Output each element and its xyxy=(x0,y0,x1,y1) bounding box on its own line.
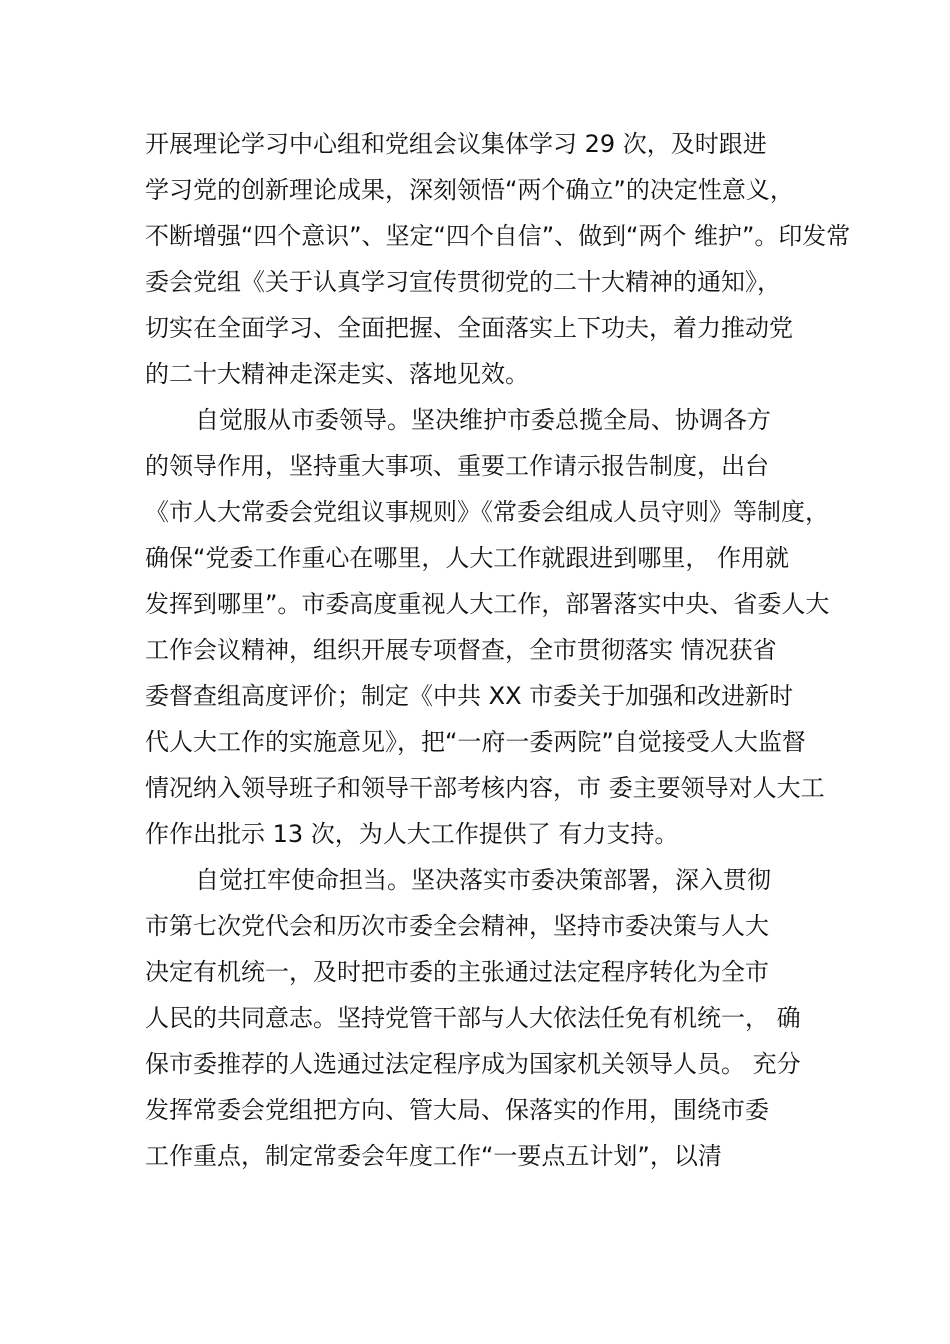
text-line: 发挥常委会党组把方向、管大局、保落实的作用，围绕市委 xyxy=(145,1096,769,1124)
text-line: 委督查组高度评价；制定《中共 XX 市委关于加强和改进新时 xyxy=(145,682,794,710)
text-line: 不断增强“四个意识”、坚定“四个自信”、做到“两个 维护”。印发常 xyxy=(145,222,851,250)
text-line: 开展理论学习中心组和党组会议集体学习 29 次，及时跟进 xyxy=(145,130,767,158)
text-line: 工作重点，制定常委会年度工作“一要点五计划”，以清 xyxy=(145,1142,722,1170)
text-line: 作作出批示 13 次，为人大工作提供了 有力支持。 xyxy=(145,820,679,848)
text-line: 决定有机统一，及时把市委的主张通过法定程序转化为全市 xyxy=(145,958,769,986)
text-line: 工作会议精神，组织开展专项督查，全市贯彻落实 情况获省 xyxy=(145,636,777,664)
text-line: 的二十大精神走深走实、落地见效。 xyxy=(145,360,529,388)
text-line: 确保“党委工作重心在哪里，人大工作就跟进到哪里， 作用就 xyxy=(145,544,790,572)
text-line: 委会党组《关于认真学习宣传贯彻党的二十大精神的通知》， xyxy=(145,268,781,296)
text-line: 人民的共同意志。坚持党管干部与人大依法任免有机统一， 确 xyxy=(145,1004,801,1032)
text-line: 情况纳入领导班子和领导干部考核内容，市 委主要领导对人大工 xyxy=(145,774,825,802)
paragraph-first-line: 自觉扛牢使命担当。坚决落实市委决策部署，深入贯彻 xyxy=(195,866,771,894)
text-line: 代人大工作的实施意见》，把“一府一委两院”自觉接受人大监督 xyxy=(145,728,806,756)
text-line: 学习党的创新理论成果，深刻领悟“两个确立”的决定性意义， xyxy=(145,176,794,204)
text-line: 《市人大常委会党组议事规则》《常委会组成人员守则》等制度， xyxy=(145,498,829,526)
text-line: 保市委推荐的人选通过法定程序成为国家机关领导人员。 充分 xyxy=(145,1050,801,1078)
text-line: 发挥到哪里”。市委高度重视人大工作，部署落实中央、省委人大 xyxy=(145,590,830,618)
text-line: 切实在全面学习、全面把握、全面落实上下功夫，着力推动党 xyxy=(145,314,793,342)
text-line: 的领导作用，坚持重大事项、重要工作请示报告制度，出台 xyxy=(145,452,769,480)
text-line: 市第七次党代会和历次市委全会精神，坚持市委决策与人大 xyxy=(145,912,769,940)
paragraph-first-line: 自觉服从市委领导。坚决维护市委总揽全局、协调各方 xyxy=(195,406,771,434)
